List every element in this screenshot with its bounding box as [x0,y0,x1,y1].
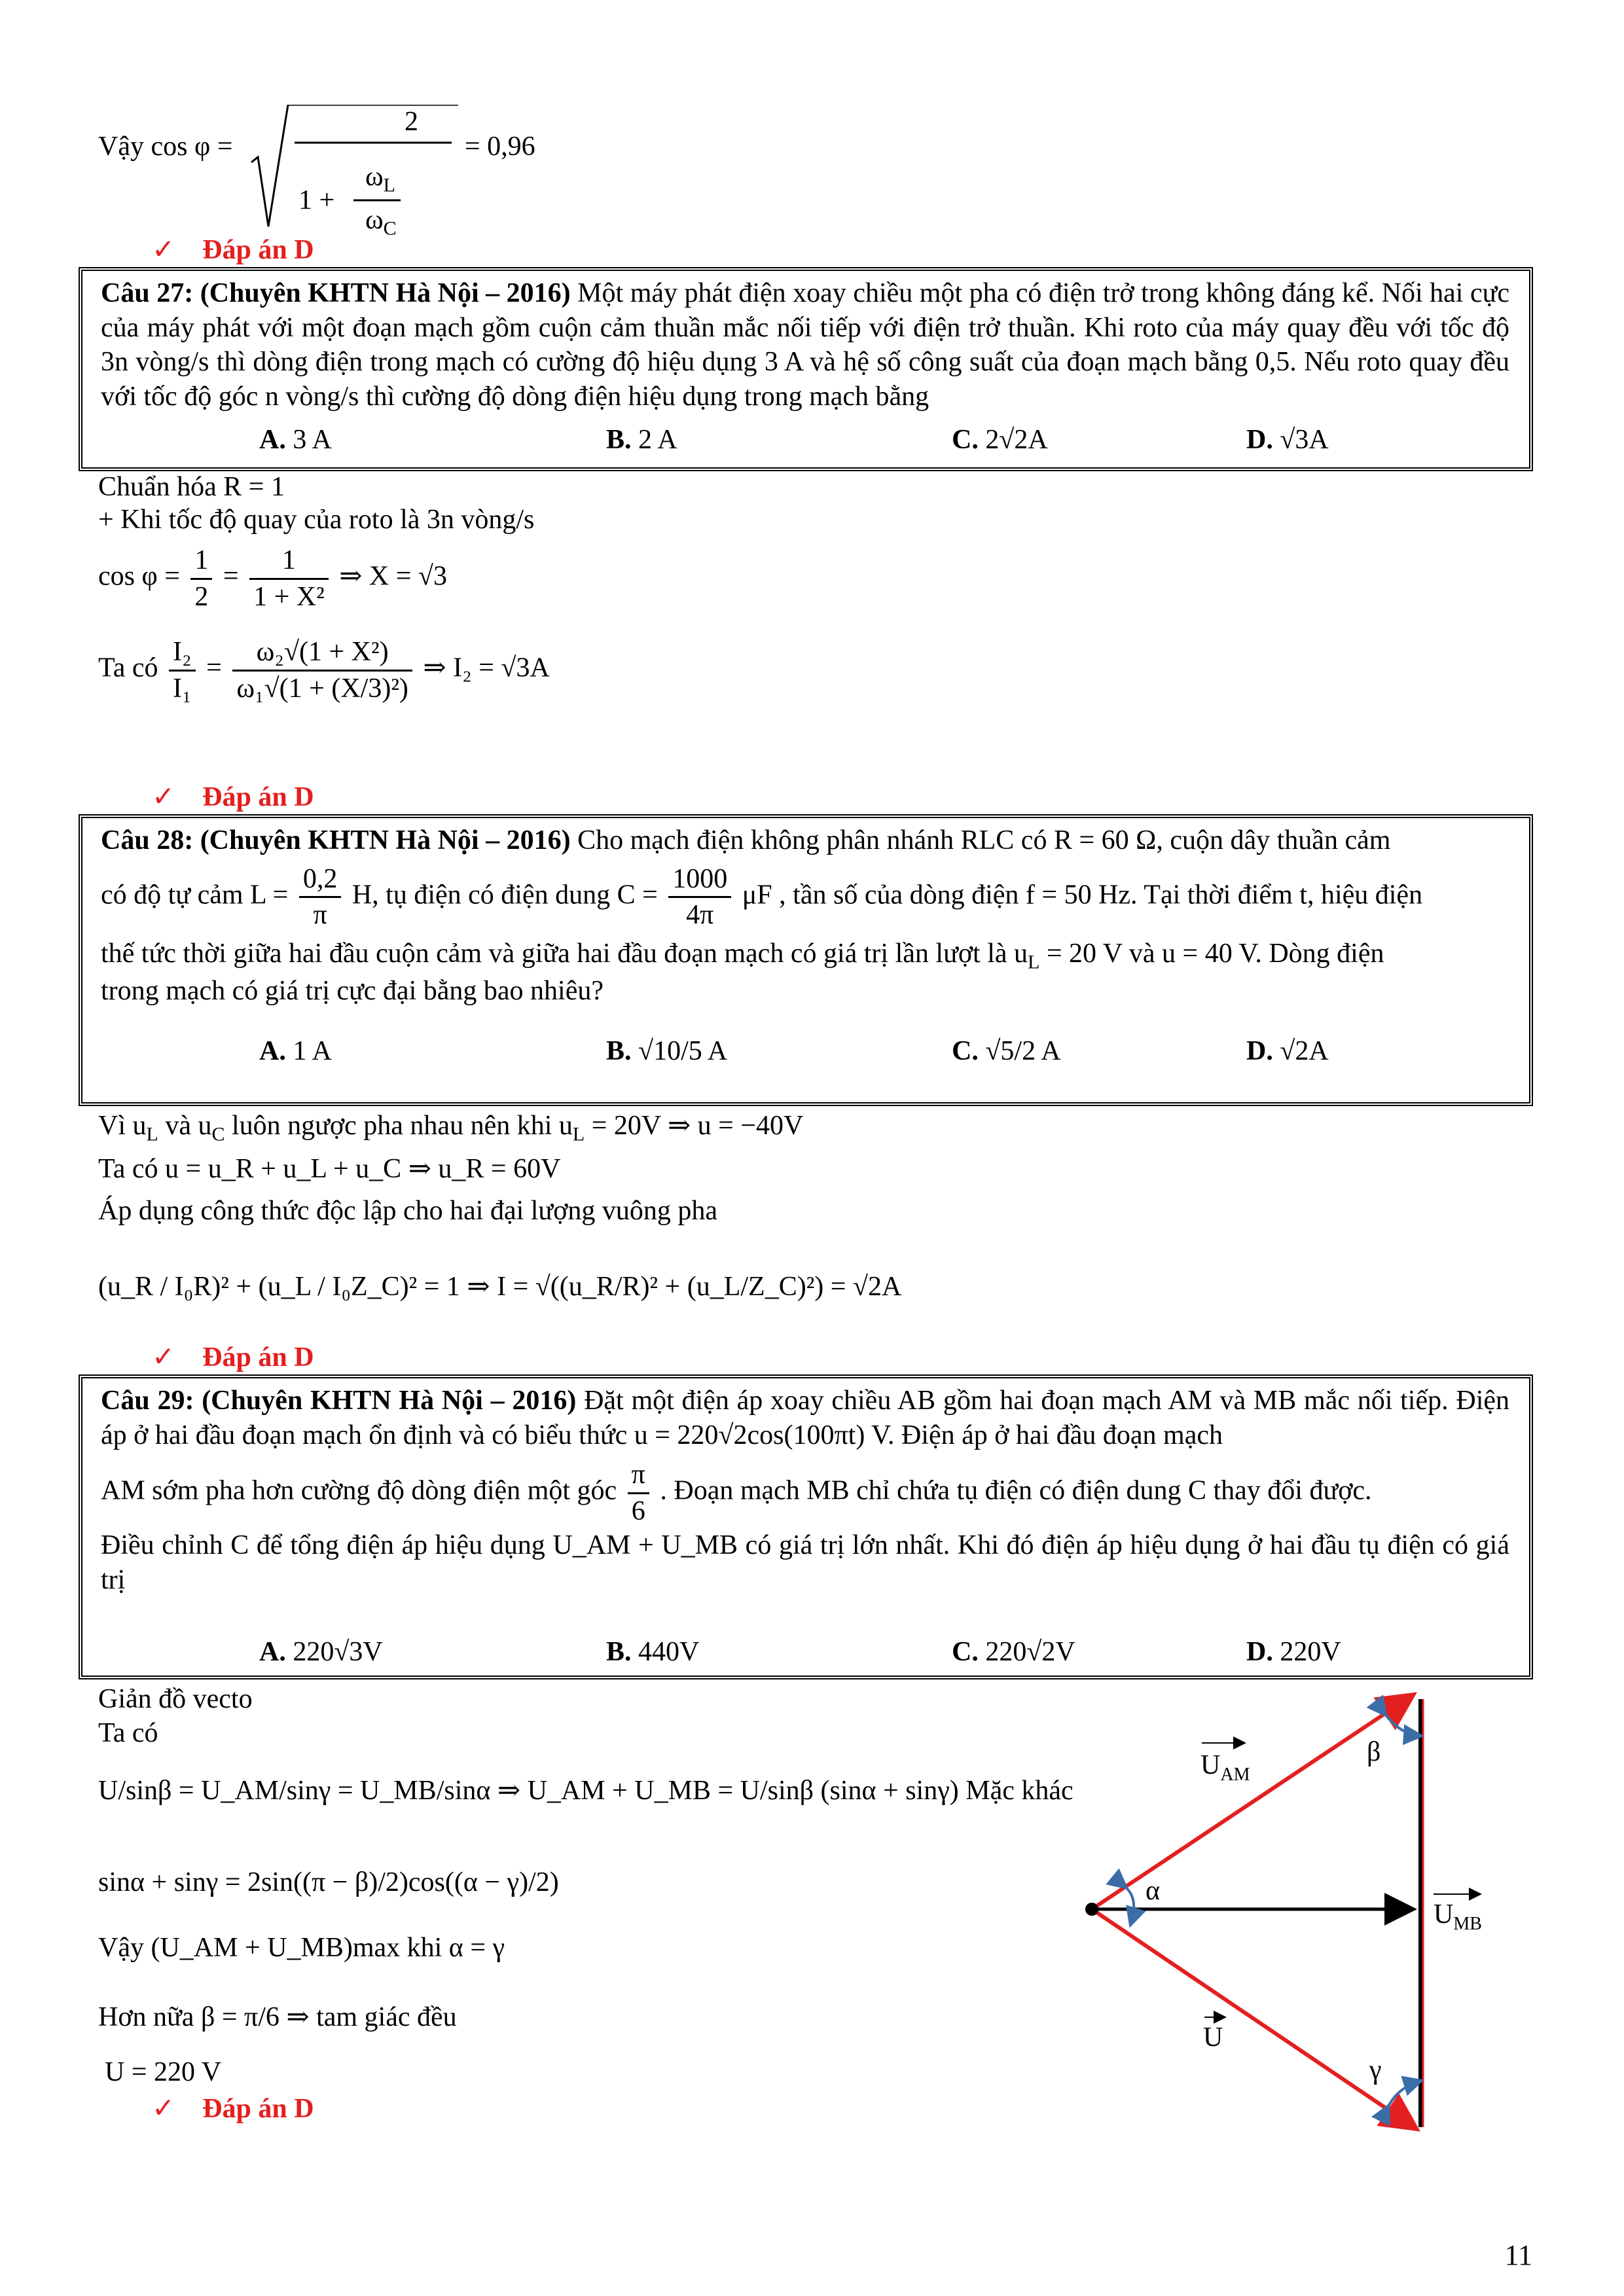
question-28-line3: thế tức thời giữa hai đầu cuộn cảm và giữa hai đầu đoạn mạch có giá trị lần lượt là $u_L = 20$ V và u = 40 V. Dòng điện [101,938,1384,973]
question-27-box [79,267,1533,471]
question-29-line2: AM sớm pha hơn cường độ dòng điện một góc $\frac{\pi}{6}$ . Đoạn mạch MB chỉ chứa tụ điện có điện dung C thay đổi được. [101,1458,1509,1528]
u-label: U [1203,2022,1223,2053]
question-28-box [79,814,1533,1106]
question-27-body: Một máy phát điện xoay chiều một pha có điện trở trong không đáng kể. Nối hai cực của máy phát với một đoạn mạch gồm cuộn cảm thuần mắc nối tiếp với điện trở thuần. Khi roto của máy quay đều với tốc độ 3n vòng/s thì dòng điện trong mạch có cường độ hiệu dụng 3 A và hệ số công suất của đoạn mạch bằng 0,5. Nếu roto quay đều với tốc độ góc n vòng/s thì cường độ dòng điện hiệu dụng trong mạch bằng [101,278,1510,412]
question-29-line1: Câu 29: (Chuyên KHTN Hà Nội – 2016) Đặt một điện áp xoay chiều AB gồm hai đoạn mạch AM và MB mắc nối tiếp. Điện áp ở hai đầu đoạn mạch ổn định và có biểu thức u = 220√2cos(100πt) V. Điện áp ở hai đầu đoạn mạch [101,1386,1510,1450]
q29-option-c[interactable]: C. 220√2V [952,1637,1075,1667]
question-28-line4: trong mạch có giá trị cực đại bằng bao nhiêu? [101,976,604,1007]
q27-option-b[interactable]: B. 2 A [606,425,677,455]
cos-phi-den-prefix: 1 + [298,185,335,215]
umb-label: $U_{MB}$ [1434,1899,1482,1934]
question-29-label: Câu 29: [101,1386,194,1416]
angle-beta-arc [1384,1713,1419,1736]
omega-l: ω [365,162,384,192]
q29-option-b[interactable]: B. 440V [606,1637,700,1667]
uam-label: $U_{AM}$ [1200,1750,1250,1785]
q27-option-c[interactable]: C. 2√2A [952,425,1048,455]
q28-option-c[interactable]: C. √5/2 A [952,1036,1061,1066]
q27-option-a[interactable]: A. 3 A [259,425,332,455]
question-29-box [79,1374,1533,1679]
sol27-cos: cos φ = [98,561,180,592]
answer-29-text: Đáp án D [202,2094,314,2124]
answer-27 [152,780,314,815]
q28-option-d[interactable]: D. √2A [1246,1036,1329,1066]
cos-phi-result: = 0,96 [465,132,535,162]
sol27-x-result: ⇒ X = √3 [339,561,447,592]
q28-option-a[interactable]: A. 1 A [259,1036,332,1066]
sol29-line2: Ta có [98,1718,158,1748]
cos-phi-radical [249,105,465,236]
page-number: 11 [1504,2239,1532,2271]
question-28-line1: Câu 28: (Chuyên KHTN Hà Nội – 2016) Cho mạch điện không phân nhánh RLC có R = 60 Ω, cuộn dây thuần cảm [101,825,1391,855]
cos-phi-num: 2 [405,107,418,137]
vector-u [1092,1909,1414,2127]
origin-point [1085,1903,1098,1916]
sol27-i2-result: ⇒ I₂ = √3A [423,653,550,683]
angle-gamma-arc [1388,2081,1419,2108]
sol28-line4: (u_R / I₀R)² + (u_L / I₀Z_C)² = 1 ⇒ I = √((u_R/R)² + (u_L/Z_C)²) = √2A [98,1272,902,1302]
answer-27-text: Đáp án D [202,782,314,812]
question-28-source: (Chuyên KHTN Hà Nội – 2016) [200,825,571,855]
answer-29 [152,2092,314,2126]
check-icon: ✓ [152,2094,175,2124]
question-29-source: (Chuyên KHTN Hà Nội – 2016) [202,1386,577,1416]
cos-phi-prefix: Vậy cos φ = [98,132,233,162]
answer-28-text: Đáp án D [202,1342,314,1372]
sol29-line7: U = 220 V [105,2057,222,2087]
omega-c: ω [365,205,384,235]
q28-option-b[interactable]: B. √10/5 A [606,1036,728,1066]
question-27-label: Câu 27: [101,278,194,308]
sol28-line1: Vì $u_L$ và $u_C$ luôn ngược pha nhau nên khi $u_L = 20V$ ⇒ u = −40V [98,1111,804,1145]
sol27-line1: Chuẩn hóa R = 1 [98,472,285,502]
sol27-line4: Ta có $\frac{\text{I₂}}{\text{I₁}}$ = $\frac{\text{ω₂√(1 + X²)}}{\text{ω₁√(1 + (X/3)²)}}$ ⇒ I₂ = √3A [98,635,550,706]
sol29-line1: Giản đồ vecto [98,1684,253,1714]
omega-l-sub: L [383,174,395,196]
question-28-line2: có độ tự cảm L = $\frac{0,2}{\pi}$ H, tụ điện có điện dung C = $\frac{1000}{4\pi}$ μF , tần số của dòng điện f = 50 Hz. Tại thời điểm t, hiệu điện [101,862,1509,933]
alpha-label: α [1146,1876,1161,1906]
answer-26-text: Đáp án D [202,235,314,265]
beta-label: β [1367,1737,1381,1767]
q29-option-d[interactable]: D. 220V [1246,1637,1341,1667]
gamma-label: γ [1369,2055,1382,2085]
sol29-line6: Hơn nữa β = π/6 ⇒ tam giác đều [98,2002,457,2032]
q29-option-a[interactable]: A. 220√3V [259,1637,383,1667]
answer-28 [152,1340,314,1375]
sol28-line2: Ta có u = u_R + u_L + u_C ⇒ u_R = 60V [98,1154,561,1184]
omega-c-sub: C [383,217,397,240]
question-27-source: (Chuyên KHTN Hà Nội – 2016) [200,278,571,308]
sol29-line5: Vậy (U_AM + U_MB)max khi α = γ [98,1933,505,1963]
question-27-text [101,276,1509,414]
sol29-line3: U/sinβ = U_AM/sinγ = U_MB/sinα ⇒ U_AM + U_MB = U/sinβ (sinα + sinγ) Mặc khác [98,1776,1074,1806]
check-icon: ✓ [152,1342,175,1372]
check-icon: ✓ [152,782,175,812]
sol27-line3: cos φ = $\frac{1}{2}$ = $\frac{1}{\text{1 + X²}}$ ⇒ X = √3 [98,543,447,614]
check-icon: ✓ [152,235,175,265]
answer-26 [152,233,314,268]
question-29-line3: Điều chỉnh C để tổng điện áp hiệu dụng U_AM + U_MB có giá trị lớn nhất. Khi đó điện áp hiệu dụng ở hai đầu tụ điện có giá trị [101,1530,1509,1595]
q27-option-d[interactable]: D. √3A [1246,425,1329,455]
sol29-line4: sinα + sinγ = 2sin((π − β)/2)cos((α − γ)/2) [98,1867,559,1897]
vector-diagram [1047,1676,1519,2147]
cos-phi-formula [98,105,556,240]
sol28-line3: Áp dụng công thức độc lập cho hai đại lượng vuông pha [98,1196,718,1226]
question-28-label: Câu 28: [101,825,194,855]
sol27-line2: + Khi tốc độ quay của roto là 3n vòng/s [98,505,535,535]
angle-alpha-arc [1125,1886,1134,1923]
vector-uam [1092,1696,1411,1909]
